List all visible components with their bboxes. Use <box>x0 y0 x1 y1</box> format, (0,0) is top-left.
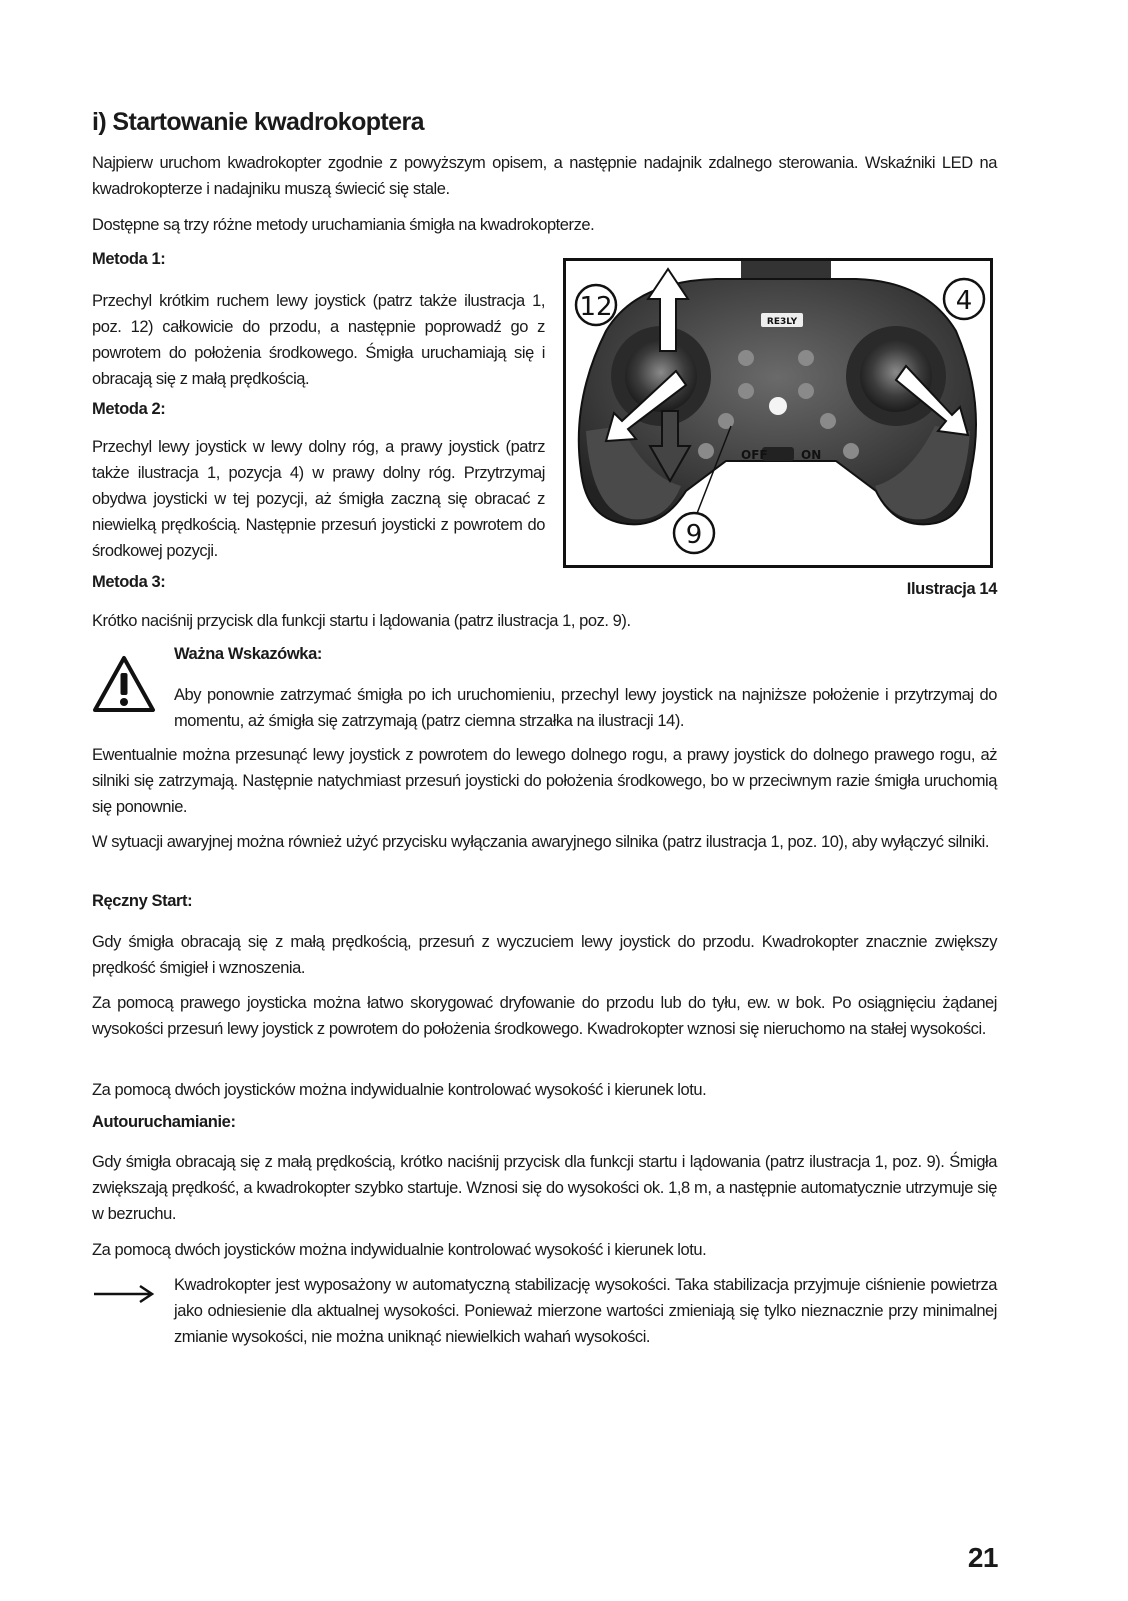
method2-title: Metoda 2: <box>92 400 166 418</box>
figure-caption: Ilustracja 14 <box>906 580 997 598</box>
methods-intro: Dostępne są trzy różne metody uruchamiania śmigła na kwadrokopterze. <box>92 216 595 234</box>
auto-start-p1: Gdy śmigła obracają się z małą prędkością, krótko naciśnij przycisk dla funkcji startu i lądowania (patrz ilustracja 1, poz. 9). Śmigła zwiększają prędkość, a kwadrokopter szybko startuje. Wznosi się do wysokości ok. 1,8 m, a następnie automatycznie utrzymuje się w bezruchu. <box>92 1153 997 1223</box>
method1-text: Przechyl krótkim ruchem lewy joystick (patrz także ilustracja 1, poz. 12) całkowicie do przodu, a następnie poprowadź go z powrotem do położenia środkowego. Śmigła uruchamiają się i obracają się z małą prędkością. <box>92 292 545 388</box>
callout-12: 12 <box>579 292 613 322</box>
auto-start-p2: Za pomocą dwóch joysticków można indywidualnie kontrolować wysokość i kierunek lotu. <box>92 1241 707 1259</box>
manual-start-p3: Za pomocą dwóch joysticków można indywidualnie kontrolować wysokość i kierunek lotu. <box>92 1081 707 1099</box>
intro-paragraph: Najpierw uruchom kwadrokopter zgodnie z powyższym opisem, a następnie nadajnik zdalnego sterowania. Wskaźniki LED na kwadrokopterze i nadajniku muszą świecić się stale. <box>92 154 997 198</box>
manual-start-p2: Za pomocą prawego joysticka można łatwo skorygować dryfowanie do przodu lub do tyłu, ew. w bok. Po osiągnięciu żądanej wysokości przesuń lewy joystick z powrotem do położenia środkowego. Kwadrokopter wznosi się nieruchomo na stałej wysokości. <box>92 994 997 1038</box>
section-heading: i) Startowanie kwadrokoptera <box>92 108 424 136</box>
note-arrow-icon <box>92 1283 156 1305</box>
emergency-paragraph: W sytuacji awaryjnej można również użyć przycisku wyłączania awaryjnego silnika (patrz ilustracja 1, poz. 10), aby wyłączyć silniki. <box>92 833 990 851</box>
manual-start-title: Ręczny Start: <box>92 892 193 910</box>
note-text: Kwadrokopter jest wyposażony w automatyczną stabilizację wysokości. Taka stabilizacja przyjmuje ciśnienie powietrza jako odniesienie dla aktualnej wysokości. Ponieważ mierzone wartości zmieniają się tylko nieznacznie przy minimalnej zmianie wysokości, nie można uniknąć niewielkich wahań wysokości. <box>174 1276 997 1346</box>
switch-on-label: ON <box>801 448 822 462</box>
brand-label: RE3LY <box>766 317 798 327</box>
switch-off-label: OFF <box>741 448 768 462</box>
manual-start-p1: Gdy śmigła obracają się z małą prędkością, przesuń z wyczuciem lewy joystick do przodu. Kwadrokopter znacznie zwiększy prędkość śmigieł i wznoszenia. <box>92 933 997 977</box>
method2-text: Przechyl lewy joystick w lewy dolny róg, a prawy joystick (patrz także ilustracja 1, pozycja 4) w prawy dolny róg. Przytrzymaj obydwa joysticki w tej pozycji, aż śmigła zaczną się obracać z niewielką prędkością. Następnie przesuń joysticki z powrotem do środkowej pozycji. <box>92 438 545 560</box>
warning-icon <box>92 655 156 713</box>
method3-title: Metoda 3: <box>92 573 166 591</box>
controller-photo <box>566 261 990 565</box>
warning-text: Aby ponownie zatrzymać śmigła po ich uruchomieniu, przechyl lewy joystick na najniższe położenie i przytrzymaj do momentu, aż śmigła się zatrzymają (patrz ciemna strzałka na ilustracji 14). <box>174 686 997 730</box>
auto-start-title: Autouruchamianie: <box>92 1113 236 1131</box>
callout-4: 4 <box>955 286 973 316</box>
controller-illustration <box>563 258 993 568</box>
warning-title: Ważna Wskazówka: <box>174 645 322 663</box>
method3-text: Krótko naciśnij przycisk dla funkcji startu i lądowania (patrz ilustracja 1, poz. 9). <box>92 612 631 630</box>
callout-9: 9 <box>685 520 703 550</box>
alternative-paragraph: Ewentualnie można przesunąć lewy joystick z powrotem do lewego dolnego rogu, a prawy joystick do dolnego prawego rogu, aż silniki się zatrzymają. Następnie natychmiast przesuń joysticki do położenia środkowego, bo w przeciwnym razie śmigła uruchomią się ponownie. <box>92 746 997 816</box>
page-number: 21 <box>967 1542 998 1573</box>
method1-title: Metoda 1: <box>92 250 166 268</box>
